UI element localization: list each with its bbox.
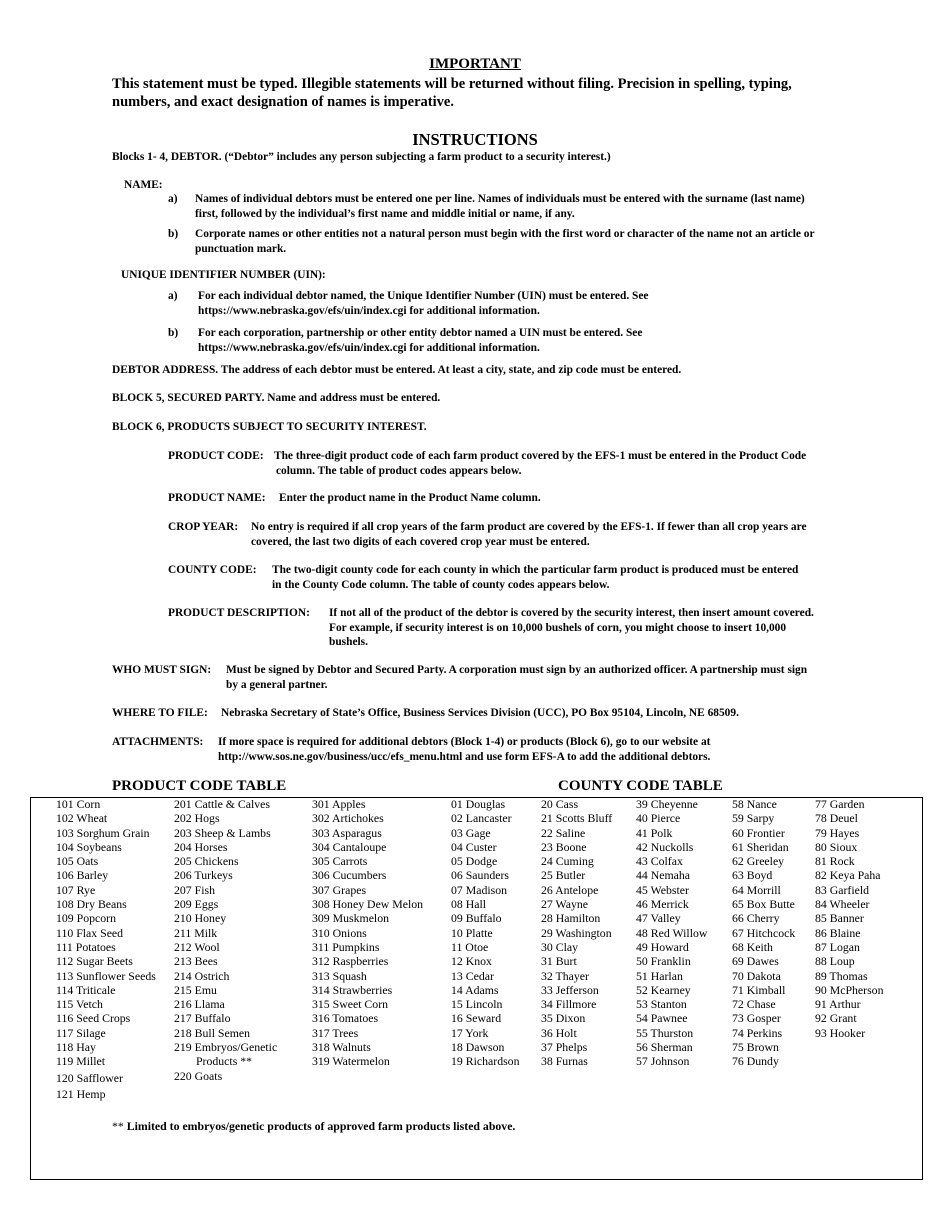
code-entry: 71 Kimball xyxy=(732,982,786,997)
code-entry: 314 Strawberries xyxy=(312,982,393,997)
code-entry: 48 Red Willow xyxy=(636,925,708,940)
code-entry: 315 Sweet Corn xyxy=(312,997,389,1012)
code-entry: 317 Trees xyxy=(312,1025,359,1040)
code-entry: 309 Muskmelon xyxy=(312,911,390,926)
county-col-1 xyxy=(451,797,519,1069)
code-entry: 121 Hemp xyxy=(56,1086,106,1101)
code-entry: 85 Banner xyxy=(815,911,864,926)
code-entry: 120 Safflower xyxy=(56,1070,123,1085)
uin-a-marker: a) xyxy=(168,290,178,302)
product-code-label: PRODUCT CODE: xyxy=(168,450,264,462)
code-entry: 216 Llama xyxy=(174,997,225,1012)
code-entry: 308 Honey Dew Melon xyxy=(312,897,424,912)
code-entry: 66 Cherry xyxy=(732,911,780,926)
code-entry: 313 Squash xyxy=(312,968,367,983)
county-col-4 xyxy=(732,797,795,1069)
who-must-sign-text: Must be signed by Debtor and Secured Party. A corporation must sign by an authorized officer. A partnership must sign by a general partner. xyxy=(226,664,808,691)
code-entry: 82 Keya Paha xyxy=(815,868,881,883)
county-col-2 xyxy=(541,797,612,1069)
code-entry: 38 Furnas xyxy=(541,1054,588,1069)
code-entry: 49 Howard xyxy=(636,939,689,954)
block5-text: BLOCK 5, SECURED PARTY. Name and address must be entered. xyxy=(112,392,441,404)
name-label: NAME: xyxy=(124,179,163,191)
who-must-sign-label: WHO MUST SIGN: xyxy=(112,664,212,676)
product-name-text: Enter the product name in the Product Name column. xyxy=(279,492,541,504)
code-entry: 23 Boone xyxy=(541,839,587,854)
code-entry: 42 Nuckolls xyxy=(636,839,694,854)
crop-year-label: CROP YEAR: xyxy=(168,521,239,533)
code-entry: 213 Bees xyxy=(174,954,218,969)
code-entry: 20 Cass xyxy=(541,797,579,811)
product-col-2 xyxy=(174,797,277,1083)
product-footnote-text: Limited to embryos/genetic products of approved farm products listed above. xyxy=(126,1119,516,1133)
code-entry: 306 Cucumbers xyxy=(312,868,387,883)
code-entry: 304 Cantaloupe xyxy=(312,839,387,854)
code-entry: 113 Sunflower Seeds xyxy=(56,968,156,983)
code-entry: 16 Seward xyxy=(451,1011,502,1026)
where-to-file-label: WHERE TO FILE: xyxy=(112,707,208,719)
code-entry: 62 Greeley xyxy=(732,854,785,869)
code-entry: 52 Kearney xyxy=(636,982,691,997)
county-code-table-title: COUNTY CODE TABLE xyxy=(558,778,723,794)
code-entry: 58 Nance xyxy=(732,797,777,811)
code-entry: 47 Valley xyxy=(636,911,681,926)
product-footnote: ** Limited to embryos/genetic products of approved farm products listed above. xyxy=(112,1119,516,1133)
code-entry: 46 Merrick xyxy=(636,897,689,912)
uin-b-marker: b) xyxy=(168,327,179,339)
code-entry: 13 Cedar xyxy=(451,968,494,983)
code-entry: 05 Dodge xyxy=(451,854,498,869)
instructions-heading: INSTRUCTIONS xyxy=(412,130,538,149)
code-entry: 91 Arthur xyxy=(815,997,861,1012)
name-b-marker: b) xyxy=(168,228,179,240)
code-entry: 119 Millet xyxy=(56,1054,106,1069)
code-entry: 215 Emu xyxy=(174,982,217,997)
code-entry: 51 Harlan xyxy=(636,968,683,983)
code-entry: 202 Hogs xyxy=(174,811,220,826)
code-entry: 19 Richardson xyxy=(451,1054,520,1069)
code-entry: 22 Saline xyxy=(541,825,586,840)
product-code-table-title: PRODUCT CODE TABLE xyxy=(112,778,287,794)
code-entry: 80 Sioux xyxy=(815,839,858,854)
county-code-text: The two-digit county code for each county in which the particular farm product is produced must be entered in the County Code column. The table of county codes appears below. xyxy=(272,564,799,591)
code-entry: 63 Boyd xyxy=(732,868,773,883)
code-entry: 27 Wayne xyxy=(541,897,588,912)
uin-a-text: For each individual debtor named, the Unique Identifier Number (UIN) must be entered. See https://www.nebraska.gov/efs/uin/index.cgi for additional information. xyxy=(198,290,649,317)
code-entry: 41 Polk xyxy=(636,825,673,840)
code-entry: 08 Hall xyxy=(451,897,487,912)
code-entry: 03 Gage xyxy=(451,825,491,840)
code-entry: 214 Ostrich xyxy=(174,968,230,983)
attachments-text: If more space is required for additional debtors (Block 1-4) or products (Block 6), go to our website at http://www.sos.ne.gov/business/ucc/efs_menu.html and use form EFS-A to add the additional debtors. xyxy=(218,736,711,763)
code-entry: 116 Seed Crops xyxy=(56,1011,131,1026)
code-entry: 01 Douglas xyxy=(451,797,506,811)
code-entry: 106 Barley xyxy=(56,868,109,883)
code-entry: 74 Perkins xyxy=(732,1025,783,1040)
code-entry: 108 Dry Beans xyxy=(56,897,127,912)
code-entry: 93 Hooker xyxy=(815,1025,866,1040)
code-entry: 53 Stanton xyxy=(636,997,687,1012)
code-entry: 28 Hamilton xyxy=(541,911,601,926)
code-entry: 84 Wheeler xyxy=(815,897,870,912)
code-entry: 72 Chase xyxy=(732,997,776,1012)
crop-year-text: No entry is required if all crop years of the farm product are covered by the EFS-1. If fewer than all crop years are covered, the last two digits of each covered crop year must be entered. xyxy=(251,521,807,548)
code-entry: 21 Scotts Bluff xyxy=(541,811,613,826)
code-entry: 25 Butler xyxy=(541,868,586,883)
code-entry: 89 Thomas xyxy=(815,968,868,983)
code-entry: 45 Webster xyxy=(636,882,689,897)
code-entry: 310 Onions xyxy=(312,925,367,940)
code-entry: 78 Deuel xyxy=(815,811,858,826)
code-entry: 37 Phelps xyxy=(541,1040,588,1055)
code-entry: 67 Hitchcock xyxy=(732,925,796,940)
code-entry: 36 Holt xyxy=(541,1025,577,1040)
code-entry: 64 Morrill xyxy=(732,882,781,897)
code-entry: 34 Fillmore xyxy=(541,997,597,1012)
code-entry: 301 Apples xyxy=(312,797,366,811)
product-name-label: PRODUCT NAME: xyxy=(168,492,266,504)
name-a-marker: a) xyxy=(168,193,178,205)
code-entry: 11 Otoe xyxy=(451,939,489,954)
code-entry: 117 Silage xyxy=(56,1025,106,1040)
code-entry: 54 Pawnee xyxy=(636,1011,688,1026)
code-entry: 65 Box Butte xyxy=(732,897,795,912)
code-entry: 06 Saunders xyxy=(451,868,509,883)
where-to-file-text: Nebraska Secretary of State’s Office, Business Services Division (UCC), PO Box 95104, Lincoln, NE 68509. xyxy=(221,707,739,719)
product-col-1 xyxy=(56,797,156,1101)
product-description-text: If not all of the product of the debtor is covered by the security interest, then insert amount covered. For example, if security interest is on 10,000 bushels of corn, you might choose to insert 10,000 bushels. xyxy=(329,607,814,648)
code-entry: 311 Pumpkins xyxy=(312,939,380,954)
code-entry: 312 Raspberries xyxy=(312,954,389,969)
code-entry: 35 Dixon xyxy=(541,1011,586,1026)
code-entry: 29 Washington xyxy=(541,925,612,940)
attachments-label: ATTACHMENTS: xyxy=(112,736,204,748)
code-entry: 220 Goats xyxy=(174,1068,223,1083)
code-entry: 81 Rock xyxy=(815,854,855,869)
code-entry: 55 Thurston xyxy=(636,1025,694,1040)
code-entry: 203 Sheep & Lambs xyxy=(174,825,271,840)
blocks-debtor-text: Blocks 1- 4, DEBTOR. (“Debtor” includes any person subjecting a farm product to a security interest.) xyxy=(112,151,611,163)
code-entry: 04 Custer xyxy=(451,839,497,854)
code-entry: 212 Wool xyxy=(174,939,220,954)
code-entry: 114 Triticale xyxy=(56,982,116,997)
code-entry: 76 Dundy xyxy=(732,1054,779,1069)
code-entry: 12 Knox xyxy=(451,954,492,969)
code-entry: 92 Grant xyxy=(815,1011,857,1026)
code-entry: 105 Oats xyxy=(56,854,99,869)
name-b-text: Corporate names or other entities not a natural person must begin with the first word or character of the name not an article or punctuation mark. xyxy=(195,228,815,255)
code-entry: 103 Sorghum Grain xyxy=(56,825,150,840)
code-entry: 75 Brown xyxy=(732,1040,779,1055)
code-entry: 115 Vetch xyxy=(56,997,103,1012)
code-entry: 305 Carrots xyxy=(312,854,368,869)
code-entry: 17 York xyxy=(451,1025,489,1040)
code-entry: 211 Milk xyxy=(174,925,218,940)
code-entry: 210 Honey xyxy=(174,911,227,926)
code-entry: 07 Madison xyxy=(451,882,508,897)
block6-text: BLOCK 6, PRODUCTS SUBJECT TO SECURITY INTEREST. xyxy=(112,421,427,433)
code-entry: 101 Corn xyxy=(56,797,101,811)
code-entry: 86 Blaine xyxy=(815,925,861,940)
code-entry: 44 Nemaha xyxy=(636,868,691,883)
debtor-address-text: DEBTOR ADDRESS. The address of each debtor must be entered. At least a city, state, and zip code must be entered. xyxy=(112,364,682,376)
code-entry: 02 Lancaster xyxy=(451,811,512,826)
code-entry: 118 Hay xyxy=(56,1040,96,1055)
code-entry: 319 Watermelon xyxy=(312,1054,390,1069)
code-entry: 303 Asparagus xyxy=(312,825,382,840)
product-code-text-body: The three-digit product code of each farm product covered by the EFS-1 must be entered in the Product Code column. The table of product codes appears below. xyxy=(274,450,807,477)
code-entry: 219 Embryos/Genetic xyxy=(174,1040,278,1055)
code-entry: 10 Platte xyxy=(451,925,493,940)
code-entry: 31 Burt xyxy=(541,954,577,969)
code-entry: 09 Buffalo xyxy=(451,911,502,926)
product-description-label: PRODUCT DESCRIPTION: xyxy=(168,607,310,619)
county-code-label: COUNTY CODE: xyxy=(168,564,257,576)
important-heading: IMPORTANT xyxy=(429,56,521,72)
code-entry: 302 Artichokes xyxy=(312,811,384,826)
code-entry: 107 Rye xyxy=(56,882,96,897)
code-entry: 77 Garden xyxy=(815,797,865,811)
code-entry: 61 Sheridan xyxy=(732,839,789,854)
product-col-3 xyxy=(312,797,423,1069)
code-entry: 50 Franklin xyxy=(636,954,691,969)
code-entry: 207 Fish xyxy=(174,882,215,897)
uin-b-text: For each corporation, partnership or other entity debtor named a UIN must be entered. See https://www.nebraska.gov/efs/uin/index.cgi for additional information. xyxy=(198,327,643,354)
county-col-3 xyxy=(636,797,707,1069)
code-entry: 68 Keith xyxy=(732,939,773,954)
code-entry: 69 Dawes xyxy=(732,954,779,969)
code-entry: 26 Antelope xyxy=(541,882,599,897)
code-entry: 33 Jefferson xyxy=(541,982,599,997)
code-entry: 15 Lincoln xyxy=(451,997,503,1012)
code-entry: 14 Adams xyxy=(451,982,499,997)
code-entry: 110 Flax Seed xyxy=(56,925,124,940)
code-entry: 112 Sugar Beets xyxy=(56,954,133,969)
county-col-5 xyxy=(815,797,883,1040)
code-entry: 102 Wheat xyxy=(56,811,108,826)
code-entry: 109 Popcorn xyxy=(56,911,116,926)
code-entry: 40 Pierce xyxy=(636,811,681,826)
code-entry: 60 Frontier xyxy=(732,825,785,840)
code-entry: 307 Grapes xyxy=(312,882,367,897)
uin-label: UNIQUE IDENTIFIER NUMBER (UIN): xyxy=(121,269,326,281)
code-entry: 30 Clay xyxy=(541,939,579,954)
code-entry: Products ** xyxy=(196,1054,253,1069)
code-entry: 318 Walnuts xyxy=(312,1040,371,1055)
code-entry: 57 Johnson xyxy=(636,1054,690,1069)
code-entry: 24 Cuming xyxy=(541,854,594,869)
code-entry: 39 Cheyenne xyxy=(636,797,698,811)
important-notice: This statement must be typed. Illegible statements will be returned without filing. Precision in spelling, typing, numbers, and exact designation of names is imperative. xyxy=(112,76,792,110)
code-entry: 56 Sherman xyxy=(636,1040,693,1055)
code-entry: 43 Colfax xyxy=(636,854,683,869)
code-entry: 18 Dawson xyxy=(451,1040,505,1055)
code-entry: 206 Turkeys xyxy=(174,868,233,883)
code-entry: 90 McPherson xyxy=(815,982,884,997)
code-entry: 111 Potatoes xyxy=(56,939,116,954)
code-entry: 70 Dakota xyxy=(732,968,781,983)
code-entry: 316 Tomatoes xyxy=(312,1011,379,1026)
code-entry: 79 Hayes xyxy=(815,825,860,840)
code-entry: 59 Sarpy xyxy=(732,811,775,826)
code-entry: 204 Horses xyxy=(174,839,228,854)
code-entry: 73 Gosper xyxy=(732,1011,781,1026)
code-entry: 201 Cattle & Calves xyxy=(174,797,270,811)
code-entry: 209 Eggs xyxy=(174,897,219,912)
code-entry: 104 Soybeans xyxy=(56,839,122,854)
code-entry: 32 Thayer xyxy=(541,968,589,983)
code-entry: 88 Loup xyxy=(815,954,855,969)
code-entry: 87 Logan xyxy=(815,939,860,954)
code-entry: 217 Buffalo xyxy=(174,1011,231,1026)
name-a-text: Names of individual debtors must be entered one per line. Names of individuals must be entered with the surname (last name) first, followed by the individual’s first name and middle initial or name, if any. xyxy=(195,193,805,220)
code-entry: 205 Chickens xyxy=(174,854,239,869)
code-entry: 218 Bull Semen xyxy=(174,1025,251,1040)
code-entry: 83 Garfield xyxy=(815,882,870,897)
